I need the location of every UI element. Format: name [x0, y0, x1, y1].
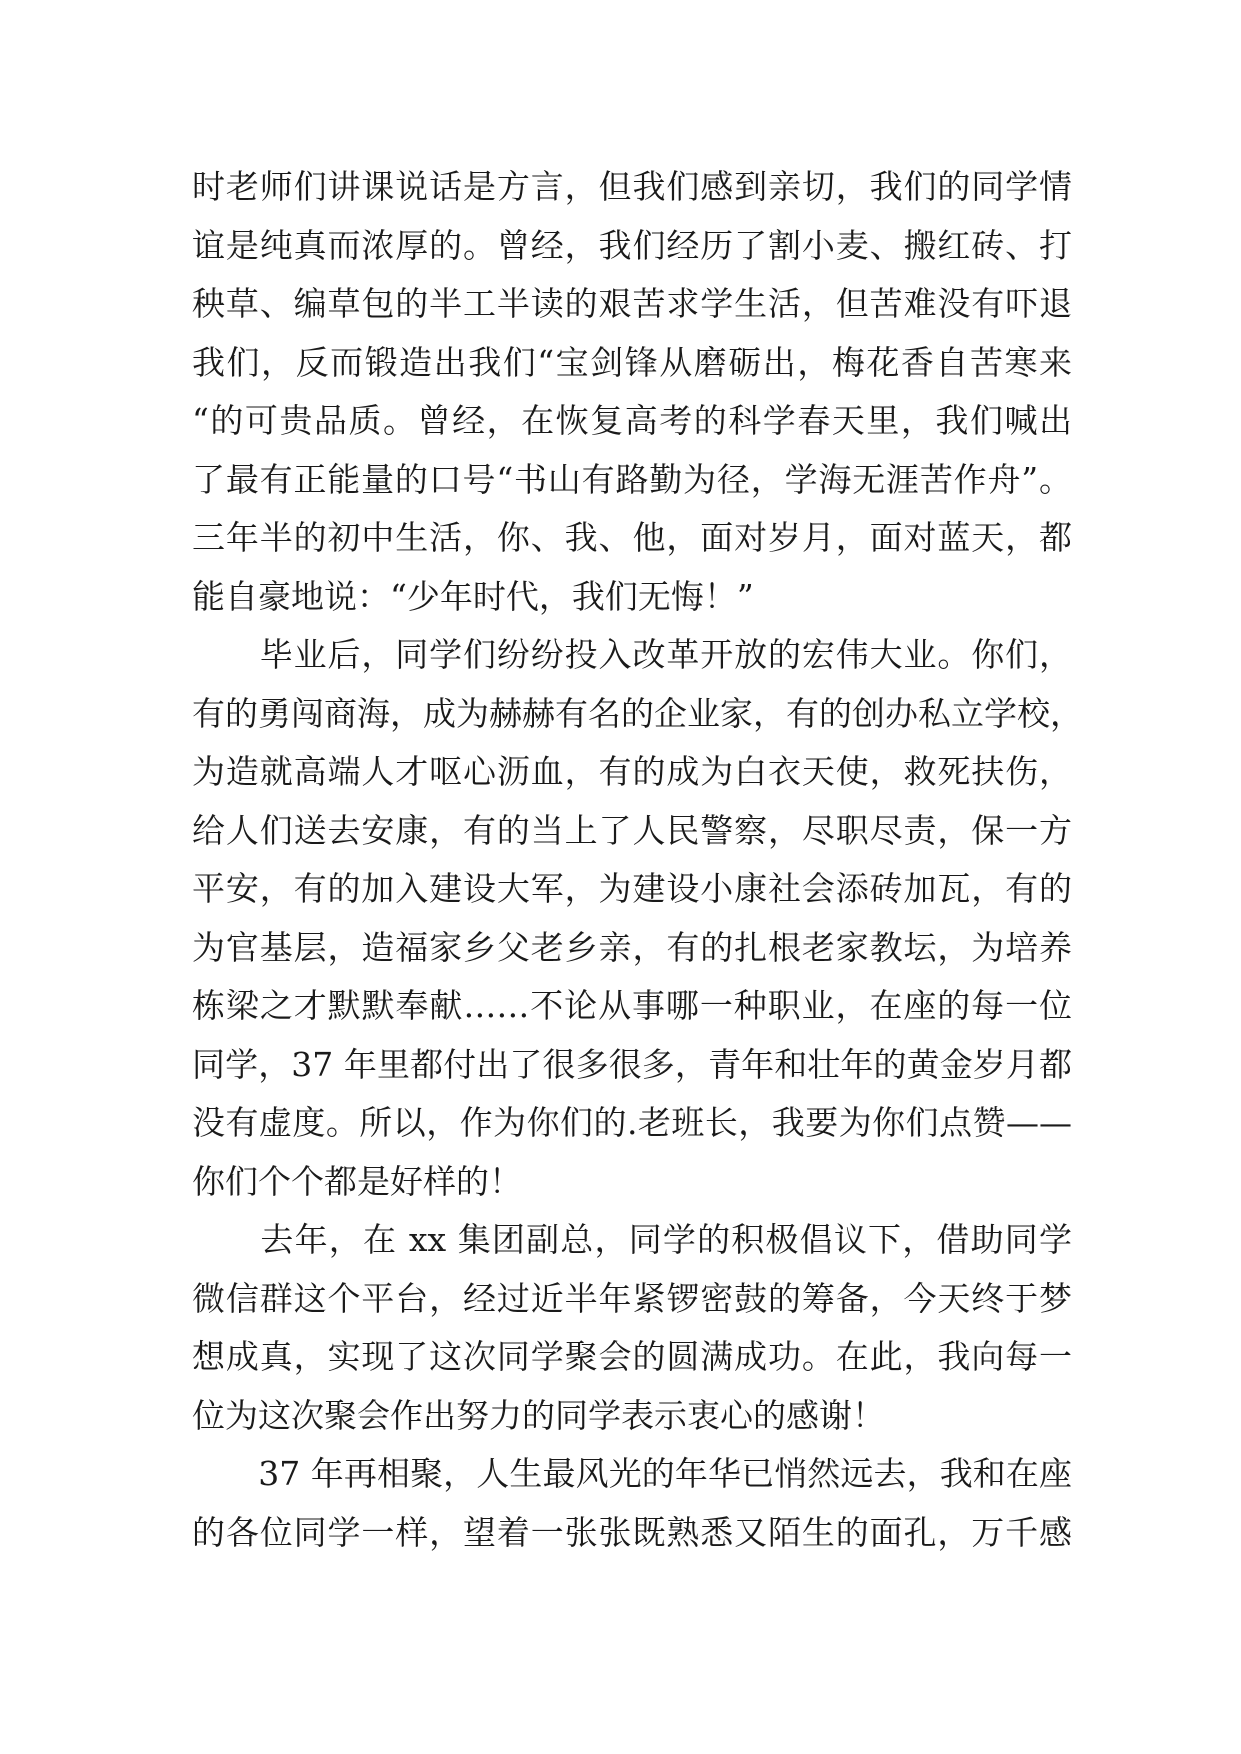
text-line: 为造就高端人才呕心沥血，有的成为白衣天使，救死扶伤，	[192, 752, 1072, 791]
text-line: 的各位同学一样，望着一张张既熟悉又陌生的面孔，万千感	[192, 1512, 1072, 1552]
text-line: 有的勇闯商海，成为赫赫有名的企业家，有的创办私立学校，	[192, 693, 1083, 733]
text-line: 微信群这个平台，经过近半年紧锣密鼓的筹备，今天终于梦	[192, 1278, 1072, 1318]
text-line: 位为这次聚会作出努力的同学表示衷心的感谢！	[192, 1395, 885, 1435]
text-line: 没有虚度。所以，作为你们的.老班长，我要为你们点赞——	[192, 1103, 1072, 1142]
text-line: 想成真，实现了这次同学聚会的圆满成功。在此，我向每一	[192, 1337, 1072, 1376]
text-line: 谊是纯真而浓厚的。曾经，我们经历了割小麦、搬红砖、打	[192, 225, 1072, 265]
speech-text	[192, 158, 1083, 1562]
text-line: 三年半的初中生活，你、我、他，面对岁月，面对蓝天，都	[192, 518, 1072, 557]
text-line: 秧草、编草包的半工半读的艰苦求学生活，但苦难没有吓退	[192, 284, 1072, 323]
text-line: 去年，在 xx 集团副总，同学的积极倡议下，借助同学	[192, 1220, 1072, 1259]
text-line: 能自豪地说：“少年时代，我们无悔！”	[192, 576, 754, 616]
text-line: 平安，有的加入建设大军，为建设小康社会添砖加瓦，有的	[192, 869, 1072, 908]
text-line: 给人们送去安康，有的当上了人民警察，尽职尽责，保一方	[192, 810, 1072, 850]
text-line: 栋梁之才默默奉献……不论从事哪一种职业，在座的每一位	[192, 986, 1072, 1025]
text-line: 了最有正能量的口号“书山有路勤为径，学海无涯苦作舟”。	[192, 459, 1072, 499]
text-line: 37 年再相聚，人生最风光的年华已悄然远去，我和在座	[192, 1454, 1072, 1493]
text-line: 为官基层，造福家乡父老乡亲，有的扎根老家教坛，为培养	[192, 927, 1072, 967]
text-line: “的可贵品质。曾经，在恢复高考的科学春天里，我们喊出	[192, 401, 1072, 440]
text-line: 时老师们讲课说话是方言，但我们感到亲切，我们的同学情	[192, 167, 1072, 206]
text-line: 毕业后，同学们纷纷投入改革开放的宏伟大业。你们，	[192, 635, 1072, 674]
text-line: 同学，37 年里都付出了很多很多，青年和壮年的黄金岁月都	[192, 1044, 1072, 1084]
text-line: 我们，反而锻造出我们“宝剑锋从磨砺出，梅花香自苦寒来	[192, 342, 1072, 382]
text-line: 你们个个都是好样的！	[192, 1161, 522, 1201]
